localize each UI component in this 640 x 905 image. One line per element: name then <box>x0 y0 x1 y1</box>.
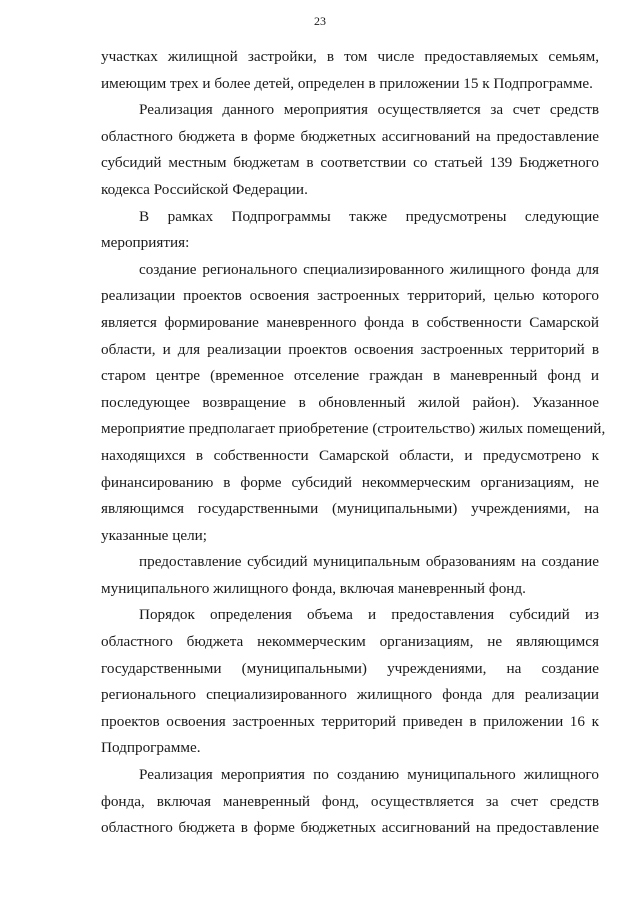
paragraph-2 <box>101 97 599 203</box>
text-line: Подпрограмме. <box>101 739 201 757</box>
text-line: является формирование маневренного фонда в собственности Самарской <box>101 313 599 331</box>
text-line: имеющим трех и более детей, определен в приложении 15 к Подпрограмме. <box>101 74 593 92</box>
text-line: проектов освоения застроенных территорий приведен в приложении 16 к <box>101 712 599 730</box>
text-line: государственными (муниципальными) учреждениями, на создание <box>101 659 599 677</box>
paragraph-7 <box>101 762 599 842</box>
paragraph-4 <box>101 257 606 550</box>
text-line: последующее возвращение в обновленный жилой район). Указанное <box>101 393 599 411</box>
text-line: регионального специализированного жилищного фонда для реализации <box>101 686 599 704</box>
text-line: находящихся в собственности Самарской области, и предусмотрено к <box>101 446 599 464</box>
text-line: муниципального жилищного фонда, включая маневренный фонд. <box>101 579 526 597</box>
paragraph-5 <box>101 549 599 602</box>
text-line: области, и для реализации проектов освоения застроенных территорий в <box>101 340 599 358</box>
text-line: реализации проектов освоения застроенных территорий, целью которого <box>101 287 599 305</box>
text-line: старом центре (временное отселение граждан в маневренный фонд и <box>101 367 599 385</box>
text-line: областного бюджета некоммерческим организациям, не являющимся <box>101 633 599 651</box>
text-line: В рамках Подпрограммы также предусмотрены следующие <box>139 207 599 225</box>
text-line: областного бюджета в форме бюджетных ассигнований на предоставление <box>101 127 599 145</box>
text-line: являющимся государственными (муниципальными) учреждениями, на <box>101 500 599 518</box>
text-line: Порядок определения объема и предоставления субсидий из <box>139 606 599 624</box>
text-line: мероприятие предполагает приобретение (строительство) жилых помещений, <box>101 420 606 438</box>
text-line: Реализация мероприятия по созданию муниципального жилищного <box>139 766 599 784</box>
page-number: 23 <box>314 14 326 28</box>
paragraph-3 <box>101 204 599 257</box>
text-line: финансированию в форме субсидий некоммерческим организациям, не <box>101 473 599 491</box>
text-line: создание регионального специализированного жилищного фонда для <box>139 260 599 278</box>
text-line: участках жилищной застройки, в том числе предоставляемых семьям, <box>101 48 599 65</box>
document-body <box>101 44 606 842</box>
text-line: фонда, включая маневренный фонд, осуществляется за счет средств <box>101 792 599 810</box>
text-line: Реализация данного мероприятия осуществляется за счет средств <box>139 101 599 119</box>
paragraph-1 <box>101 44 599 97</box>
text-line: предоставление субсидий муниципальным образованиям на создание <box>139 553 599 571</box>
text-line: указанные цели; <box>101 526 208 544</box>
text-line: мероприятия: <box>101 234 190 252</box>
text-line: субсидий местным бюджетам в соответствии со статьей 139 Бюджетного <box>101 154 599 172</box>
text-line: областного бюджета в форме бюджетных ассигнований на предоставление <box>101 819 599 837</box>
paragraph-6 <box>101 602 599 762</box>
text-line: кодекса Российской Федерации. <box>101 180 308 198</box>
